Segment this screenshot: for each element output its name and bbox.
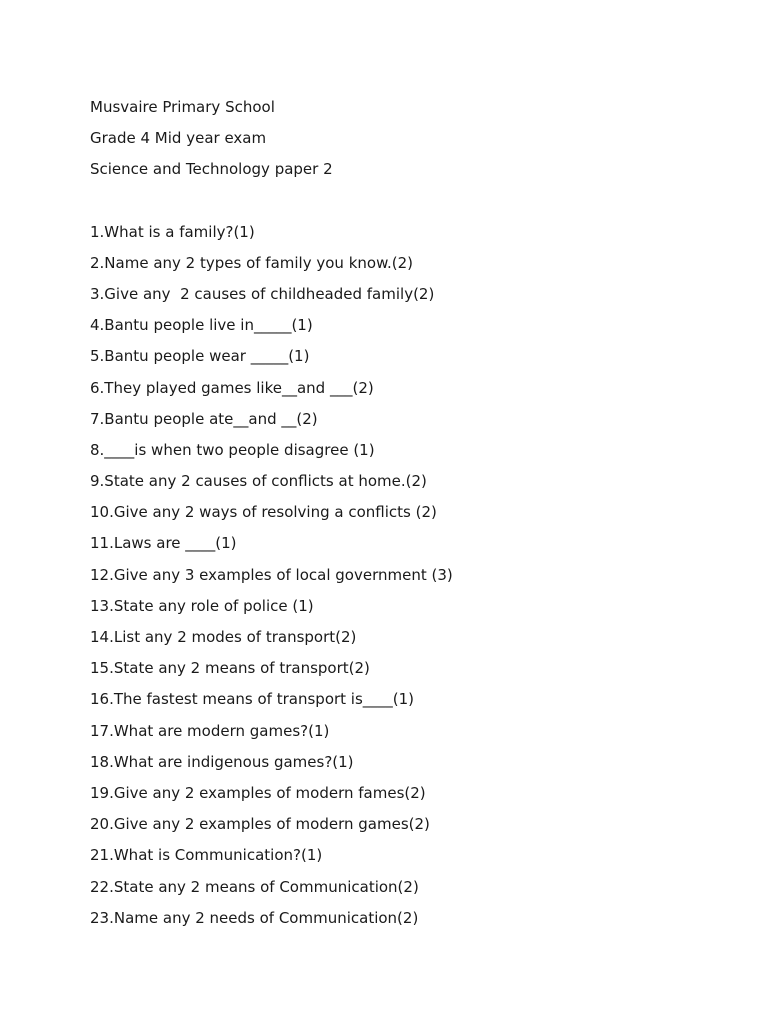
question-12: 12.Give any 3 examples of local government (3)	[90, 565, 453, 584]
question-list	[90, 217, 730, 934]
question-17: 17.What are modern games?(1)	[90, 721, 330, 740]
question-13: 13.State any role of police (1)	[90, 596, 314, 615]
question-5: 5.Bantu people wear _____(1)	[90, 347, 310, 366]
question-8: 8.____is when two people disagree (1)	[90, 440, 375, 459]
question-15: 15.State any 2 means of transport(2)	[90, 659, 370, 678]
question-9: 9.State any 2 causes of conflicts at home.(2)	[90, 472, 427, 491]
question-3: 3.Give any 2 causes of childheaded family(2)	[90, 284, 435, 303]
question-22: 22.State any 2 means of Communication(2)	[90, 877, 419, 896]
question-14: 14.List any 2 modes of transport(2)	[90, 628, 357, 646]
exam-title: Grade 4 Mid year exam	[90, 129, 267, 148]
paper-title: Science and Technology paper 2	[90, 160, 333, 179]
question-23: 23.Name any 2 needs of Communication(2)	[90, 908, 419, 927]
question-1: 1.What is a family?(1)	[90, 222, 255, 241]
blank-line	[90, 186, 730, 217]
question-16: 16.The fastest means of transport is____(1)	[90, 690, 415, 709]
school-name: Musvaire Primary School	[90, 98, 275, 116]
question-10: 10.Give any 2 ways of resolving a conflicts (2)	[90, 503, 437, 522]
question-18: 18.What are indigenous games?(1)	[90, 752, 354, 771]
question-21: 21.What is Communication?(1)	[90, 846, 323, 865]
question-6: 6.They played games like__and ___(2)	[90, 378, 374, 397]
question-19: 19.Give any 2 examples of modern fames(2)	[90, 783, 426, 802]
document-body	[90, 92, 730, 934]
question-11: 11.Laws are ____(1)	[90, 534, 237, 553]
question-7: 7.Bantu people ate__and __(2)	[90, 409, 318, 428]
question-2: 2.Name any 2 types of family you know.(2)	[90, 253, 413, 272]
question-4: 4.Bantu people live in_____(1)	[90, 316, 313, 335]
question-20: 20.Give any 2 examples of modern games(2)	[90, 815, 430, 834]
